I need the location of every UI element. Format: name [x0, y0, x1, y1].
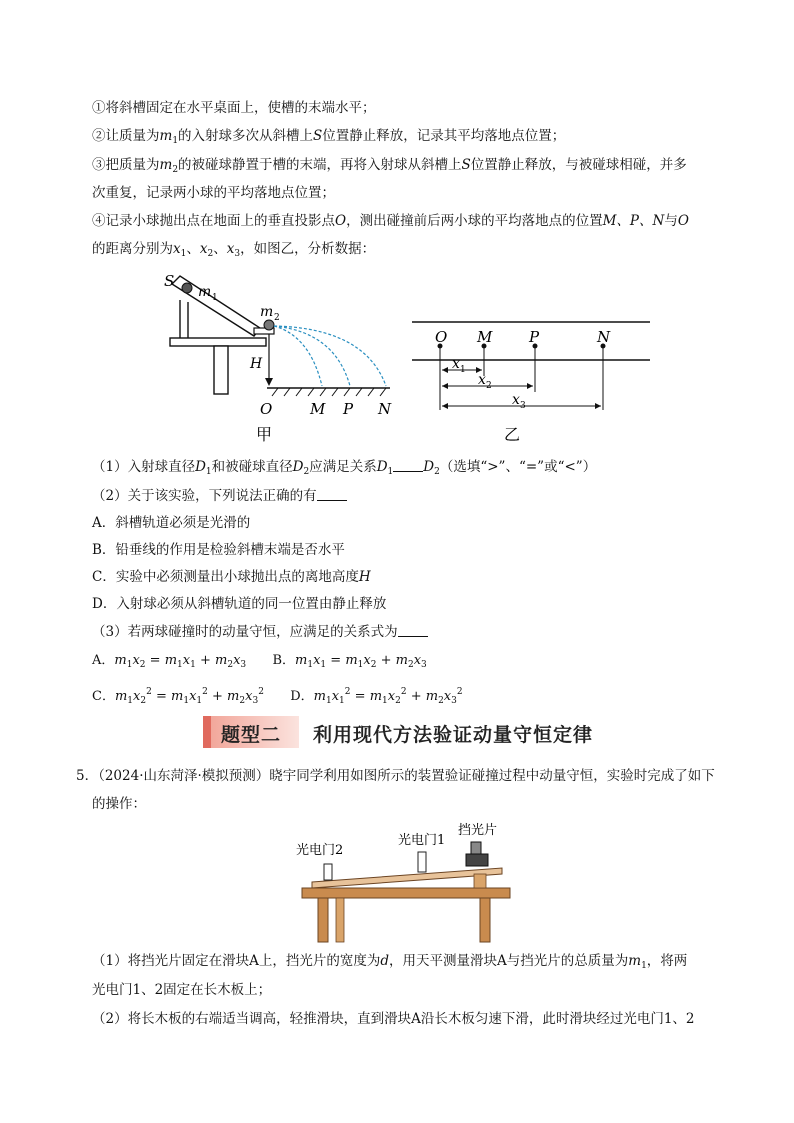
- step-4-text-a: ④记录小球抛出点在地面上的垂直投影点: [92, 213, 335, 229]
- x-symbol: x: [199, 241, 208, 257]
- q2-option-C-text: C．实验中必须测量出小球抛出点的离地高度: [92, 569, 359, 585]
- trajectory-P: [274, 326, 350, 386]
- label-m2-sub: 2: [274, 313, 280, 323]
- step-4-text-b: ，测出碰撞前后两小球的平均落地点的位置: [346, 213, 603, 229]
- step-2-text-c: 位置静止释放，记录其平均落地点位置；: [322, 128, 566, 144]
- points-MPN: M、P、N: [602, 213, 665, 229]
- q3-option-A[interactable]: A．$m_1x_2 = m_1x_1 + m_2x_3$: [92, 653, 247, 670]
- p5-step-1-text-d: 光电门1、2固定在长木板上；: [92, 982, 272, 998]
- q3-option-C[interactable]: C．$m_1x_2^2 = m_1x_1^2 + m_2x_3^2$: [92, 687, 264, 706]
- q3-options-AB: [92, 651, 427, 675]
- step-3-text-b: 的被碰球静置于槽的末端，再将入射球从斜槽上: [178, 157, 462, 173]
- q2-option-D-text: D．入射球必须从斜槽轨道的同一位置由静止释放: [92, 596, 387, 612]
- step-3-text-d: 次重复，记录两小球的平均落地点位置；: [92, 185, 335, 201]
- point-O: O: [335, 213, 347, 229]
- problem-5-step-1-cont: [92, 980, 271, 1000]
- q3-text: （3）若两球碰撞时的动量守恒，应满足的关系式为: [92, 624, 398, 640]
- position-symbol: S: [461, 157, 471, 173]
- step-4: [92, 211, 689, 231]
- x-symbol: x: [173, 241, 181, 257]
- step-4-cont: 的距离分别为$x_1$、$x_2$、$x_3$，如图乙，分析数据：: [92, 241, 376, 259]
- label-S: S: [164, 272, 175, 290]
- q2-option-C[interactable]: [92, 567, 371, 587]
- q3-option-C-label: C．: [92, 689, 115, 704]
- label-x1-sub: 1: [460, 365, 466, 375]
- label-N-jia: N: [378, 400, 392, 418]
- D2-symbol: D: [292, 459, 304, 475]
- step-3: [92, 155, 687, 180]
- q3-option-A-label: A．: [92, 653, 115, 668]
- label-m1: m: [198, 284, 212, 300]
- figure-jia: [164, 272, 392, 444]
- label-x3: x: [512, 392, 520, 408]
- apparatus-figure: [290, 820, 520, 945]
- q3-options-CD: [92, 682, 463, 711]
- d-symbol: d: [380, 953, 389, 969]
- q2-option-A[interactable]: [92, 513, 250, 533]
- question-1: （1）入射球直径$D_1$和被碰球直径$D_2$应满足关系$D_1$ $D_2$（选填“>”、“=”或“<”）: [92, 459, 597, 477]
- problem-5-line-2: [92, 794, 146, 814]
- D1-symbol: D: [195, 459, 206, 475]
- problem-5-step-2: [92, 1009, 695, 1029]
- mass-symbol: m: [159, 157, 173, 173]
- D2-symbol: D: [423, 459, 435, 475]
- point-O: O: [677, 213, 689, 229]
- m-subscript: 1: [641, 961, 647, 971]
- label-m2: m: [260, 304, 274, 320]
- answer-blank-2[interactable]: [317, 488, 347, 501]
- q1-text-c: 应满足关系: [309, 459, 377, 475]
- step-3-cont: [92, 183, 335, 203]
- q1-text-d: （选填“>”、“=”或“<”）: [439, 459, 597, 475]
- position-symbol: S: [313, 128, 323, 144]
- p5-step-1-text-a: （1）将挡光片固定在滑块A上，挡光片的宽度为: [92, 953, 381, 969]
- photogate-1: [418, 852, 426, 872]
- q2-option-B-text: B．铅垂线的作用是检验斜槽末端是否水平: [92, 542, 345, 558]
- label-N-yi: N: [597, 328, 611, 346]
- label-M-jia: M: [310, 400, 326, 418]
- question-2: [92, 486, 347, 506]
- step-3-text-c: 位置静止释放，与被碰球相碰，并多: [470, 157, 687, 173]
- p5-step-2-text: （2）将长木板的右端适当调高，轻推滑块，直到滑块A沿长木板匀速下滑，此时滑块经过光电门1、2: [92, 1011, 695, 1027]
- experiment-figure: [150, 266, 670, 446]
- q1-text-a: （1）入射球直径: [92, 459, 196, 475]
- x1-subscript: 1: [180, 249, 187, 259]
- mass-subscript: 1: [172, 136, 179, 146]
- question-3: [92, 622, 428, 642]
- label-x2-sub: 2: [486, 381, 492, 391]
- q1-text-b: 和被碰球直径: [211, 459, 293, 475]
- step-2-text-a: ②让质量为: [92, 128, 160, 144]
- ball-m1: [182, 283, 192, 293]
- step-1-text: ①将斜槽固定在水平桌面上，使槽的末端水平；: [92, 100, 376, 116]
- answer-blank-3[interactable]: [398, 624, 428, 637]
- label-H: H: [250, 356, 263, 372]
- label-photogate-2: 光电门2: [296, 843, 344, 858]
- step-4-text-e: ，如图乙，分析数据：: [240, 241, 376, 257]
- ball-m2: [264, 320, 274, 330]
- figure-yi: [412, 322, 650, 444]
- mass-symbol: m: [159, 128, 173, 144]
- p5-step-1-text-b: ，用天平测量滑块A与挡光片的总质量为: [389, 953, 629, 969]
- step-2-text-b: 的入射球多次从斜槽上: [178, 128, 314, 144]
- step-1: [92, 98, 376, 118]
- shading-piece: [471, 842, 481, 854]
- x2-subscript: 2: [207, 249, 214, 259]
- label-P-jia: P: [343, 400, 354, 418]
- section-tag: 题型二: [221, 724, 282, 746]
- label-x2: x: [478, 372, 486, 388]
- p5-step-1-text-c: ，将两: [646, 953, 688, 969]
- slider-A: [466, 854, 488, 866]
- q3-option-B[interactable]: B．$m_1x_1 = m_1x_2 + m_2x_3$: [272, 653, 427, 670]
- q2-option-A-text: A．斜槽轨道必须是光滑的: [92, 515, 251, 531]
- q3-option-B-label: B．: [272, 653, 295, 668]
- figure-yi-caption: 乙: [504, 425, 521, 444]
- problem-5-text-1: 5．（2024·山东菏泽·模拟预测）晓宇同学利用如图所示的装置验证碰撞过程中动量守恒，实验时完成了如下: [76, 768, 715, 784]
- section-title: 利用现代方法验证动量守恒定律: [313, 724, 594, 746]
- label-O-yi: O: [435, 328, 448, 346]
- label-O-jia: O: [260, 400, 273, 418]
- q2-option-B[interactable]: [92, 540, 345, 560]
- problem-5-text-2: 的操作：: [92, 796, 146, 812]
- label-m1-sub: 1: [212, 293, 218, 303]
- answer-blank-1[interactable]: [393, 459, 423, 472]
- q3-option-D[interactable]: D．$m_1x_1^2 = m_1x_2^2 + m_2x_3^2$: [290, 687, 463, 706]
- label-M-yi: M: [477, 328, 493, 346]
- step-4-text-d: 的距离分别为: [92, 241, 173, 257]
- x3-subscript: 3: [234, 249, 241, 259]
- label-shading-piece: 挡光片: [458, 823, 498, 838]
- step-4-text-c: 与: [664, 213, 678, 229]
- step-2: [92, 126, 565, 151]
- H-symbol: H: [358, 569, 371, 585]
- trajectory-M: [274, 326, 322, 386]
- photogate-2: [324, 864, 332, 880]
- q2-text: （2）关于该实验，下列说法正确的有: [92, 488, 317, 504]
- banner-accent-bar: [203, 716, 211, 748]
- problem-5-line-1: [76, 766, 715, 786]
- label-photogate-1: 光电门1: [398, 833, 446, 848]
- mass-subscript: 2: [172, 165, 179, 175]
- problem-5-step-1: [92, 951, 687, 976]
- trajectory-N: [274, 326, 386, 386]
- q2-option-D[interactable]: [92, 594, 386, 614]
- label-P-yi: P: [529, 328, 540, 346]
- D1-symbol: D: [376, 459, 388, 475]
- section-banner: [203, 716, 617, 748]
- x-symbol: x: [226, 241, 235, 257]
- label-x3-sub: 3: [520, 401, 526, 411]
- m-symbol: m: [628, 953, 642, 969]
- step-3-text-a: ③把质量为: [92, 157, 160, 173]
- label-x1: x: [452, 356, 460, 372]
- figure-jia-caption: 甲: [256, 425, 273, 444]
- q3-option-D-label: D．: [290, 689, 314, 704]
